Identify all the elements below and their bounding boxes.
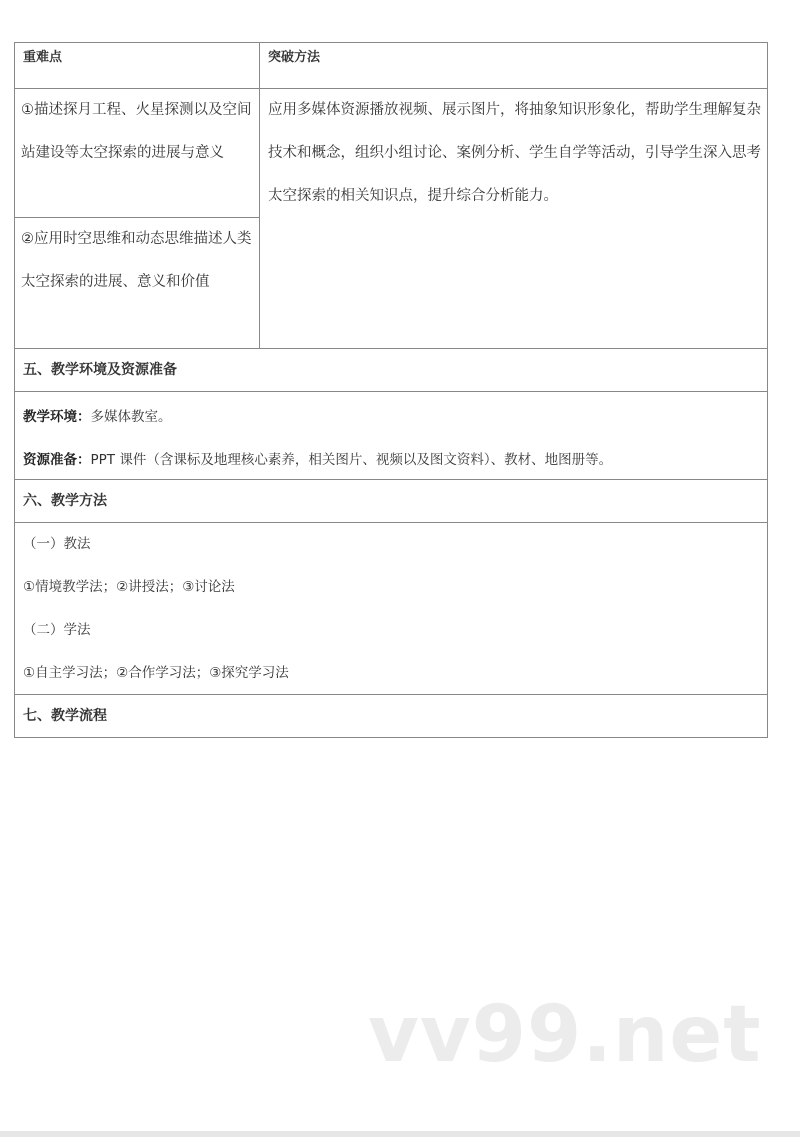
res-label: 资源准备：	[23, 452, 91, 468]
key-points-row	[15, 88, 767, 348]
section6-title: 六、教学方法	[15, 479, 767, 522]
key-point-2: ②应用时空思维和动态思维描述人类太空探索的进展、意义和价值	[15, 217, 259, 348]
learning-method-list: ①自主学习法；②合作学习法；③探究学习法	[23, 665, 289, 681]
lesson-table	[14, 42, 768, 738]
env-label: 教学环境：	[23, 409, 91, 425]
watermark: vv99.net	[368, 990, 762, 1080]
res-value: PPT 课件（含课标及地理核心素养，相关图片、视频以及图文资料）、教材、地图册等。	[90, 452, 613, 468]
method-text: 应用多媒体资源播放视频、展示图片，将抽象知识形象化，帮助学生理解复杂技术和概念，组织小组讨论、案例分析、学生自学等活动，引导学生深入思考太空探索的相关知识点，提升综合分析能力。	[268, 102, 761, 204]
learning-method-heading: （二）学法	[23, 622, 91, 638]
table-header-row	[15, 43, 767, 88]
key-point-1: ①描述探月工程、火星探测以及空间站建设等太空探索的进展与意义	[21, 102, 252, 161]
section5-title: 五、教学环境及资源准备	[15, 348, 767, 391]
teaching-method-heading: （一）教法	[23, 536, 91, 552]
env-value: 多媒体教室。	[90, 409, 172, 425]
section7-title: 七、教学流程	[15, 694, 767, 737]
key-points-column	[15, 89, 260, 348]
teaching-method-list: ①情境教学法；②讲授法；③讨论法	[23, 579, 235, 595]
header-key-points: 重难点	[15, 43, 260, 88]
page-bottom-edge	[0, 1131, 800, 1137]
header-methods: 突破方法	[268, 50, 321, 65]
section5-body	[15, 391, 767, 479]
section6-body	[15, 522, 767, 694]
